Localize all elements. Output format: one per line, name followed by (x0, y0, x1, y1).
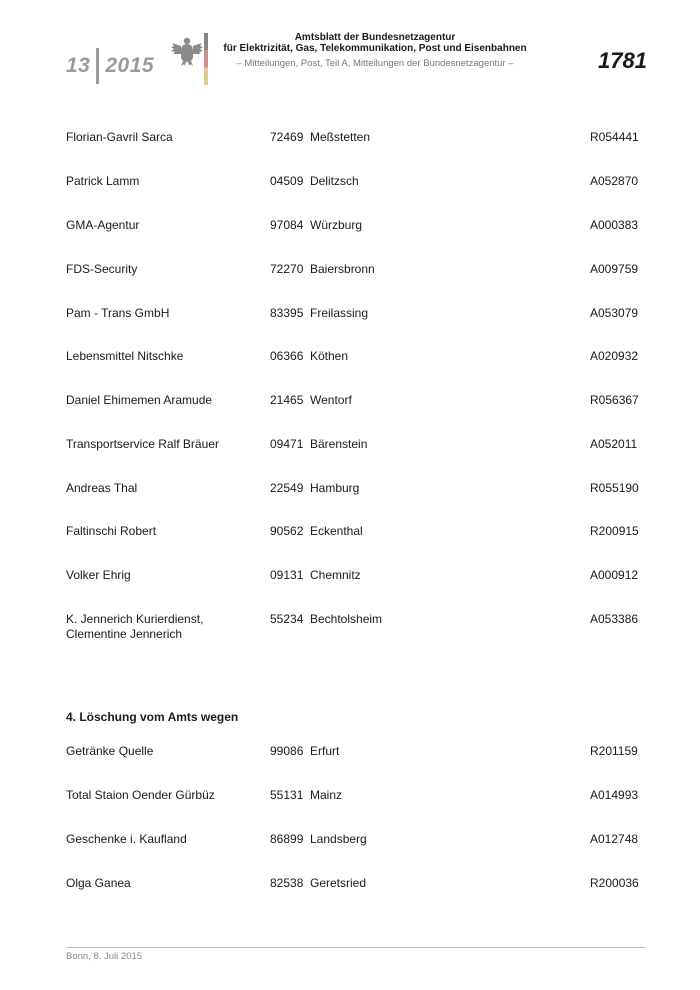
entry-city: Freilassing (310, 306, 369, 320)
entry-name: Andreas Thal (66, 481, 138, 495)
entry-name: Transportservice Ralf Bräuer (66, 437, 219, 451)
entry-postcode: 82538 (270, 876, 304, 890)
entry-registration: A009759 (590, 262, 639, 276)
issue-number: 13 (66, 54, 91, 77)
entry-registration: A052011 (590, 437, 638, 451)
entry-postcode: 90562 (270, 524, 304, 538)
federal-eagle-icon (170, 33, 204, 67)
entry-city: Bärenstein (310, 437, 368, 451)
entry-name: Daniel Ehimemen Aramude (66, 393, 213, 407)
entry-postcode: 55131 (270, 788, 304, 802)
entry-name: Volker Ehrig (66, 568, 131, 582)
page-number: 1781 (598, 48, 647, 73)
entry-name: Getränke Quelle (66, 744, 154, 758)
entry-postcode: 09131 (270, 568, 304, 582)
entry-city: Geretsried (310, 876, 367, 890)
entry-city: Würzburg (310, 218, 363, 232)
entry-name: Olga Ganea (66, 876, 131, 890)
footer-date: Bonn, 8. Juli 2015 (66, 951, 143, 962)
entry-registration: A012748 (590, 832, 639, 846)
footer-divider (66, 947, 646, 948)
entry-name: Lebensmittel Nitschke (66, 349, 184, 363)
entry-city: Erfurt (310, 744, 340, 758)
entry-name: Florian-Gavril Sarca (66, 130, 173, 144)
entry-city: Baiersbronn (310, 262, 375, 276)
entry-postcode: 06366 (270, 349, 304, 363)
entry-registration: A053079 (590, 306, 639, 320)
entry-registration: A020932 (590, 349, 639, 363)
entry-postcode: 83395 (270, 306, 304, 320)
entry-name: Faltinschi Robert (66, 524, 157, 538)
entry-name-line1: K. Jennerich Kurierdienst, (66, 612, 204, 626)
entry-postcode: 99086 (270, 744, 304, 758)
entry-postcode: 72270 (270, 262, 304, 276)
entry-name: Patrick Lamm (66, 174, 140, 188)
entry-name: Pam - Trans GmbH (66, 306, 170, 320)
entry-name: Total Staion Oender Gürbüz (66, 788, 215, 802)
entry-name (66, 612, 256, 642)
entry-name: FDS-Security (66, 262, 138, 276)
entry-registration: R201159 (590, 744, 638, 758)
issue-label (66, 48, 154, 84)
entry-registration: R054441 (590, 130, 639, 144)
entry-postcode: 04509 (270, 174, 304, 188)
entry-postcode: 55234 (270, 612, 304, 626)
entry-registration: A052870 (590, 174, 639, 188)
publication-header (210, 32, 540, 69)
issue-divider (96, 48, 99, 84)
entry-city: Wentorf (310, 393, 352, 407)
entry-registration: R200915 (590, 524, 639, 538)
issue-year: 2015 (105, 54, 155, 77)
entry-postcode: 86899 (270, 832, 304, 846)
entry-registration: A014993 (590, 788, 639, 802)
entry-city: Hamburg (310, 481, 360, 495)
entry-registration: A000383 (590, 218, 639, 232)
entry-city: Meßstetten (310, 130, 371, 144)
entry-registration: R200036 (590, 876, 639, 890)
entry-city: Mainz (310, 788, 343, 802)
publication-title-line2: für Elektrizität, Gas, Telekommunikation, Post und Eisenbahnen (223, 43, 527, 54)
entry-name: GMA-Agentur (66, 218, 140, 232)
entry-city: Bechtolsheim (310, 612, 383, 626)
entry-postcode: 22549 (270, 481, 304, 495)
entry-city: Köthen (310, 349, 349, 363)
flag-bar (204, 33, 208, 85)
entry-city: Eckenthal (310, 524, 363, 538)
entry-postcode: 21465 (270, 393, 304, 407)
entry-registration: A053386 (590, 612, 639, 626)
entry-name: Geschenke i. Kaufland (66, 832, 187, 846)
entry-registration: R055190 (590, 481, 639, 495)
entry-city: Chemnitz (310, 568, 361, 582)
entry-city: Delitzsch (310, 174, 359, 188)
publication-title: Amtsblatt der Bundesnetzagentur (294, 32, 456, 43)
entry-registration: R056367 (590, 393, 639, 407)
publication-subtitle: – Mitteilungen, Post, Teil A, Mitteilungen der Bundesnetzagentur – (236, 58, 514, 69)
entry-postcode: 72469 (270, 130, 304, 144)
entry-registration: A000912 (590, 568, 639, 582)
entry-postcode: 97084 (270, 218, 304, 232)
entry-postcode: 09471 (270, 437, 304, 451)
entry-name-line2: Clementine Jennerich (66, 627, 183, 641)
entry-city: Landsberg (310, 832, 367, 846)
section-heading: 4. Löschung vom Amts wegen (66, 710, 239, 724)
